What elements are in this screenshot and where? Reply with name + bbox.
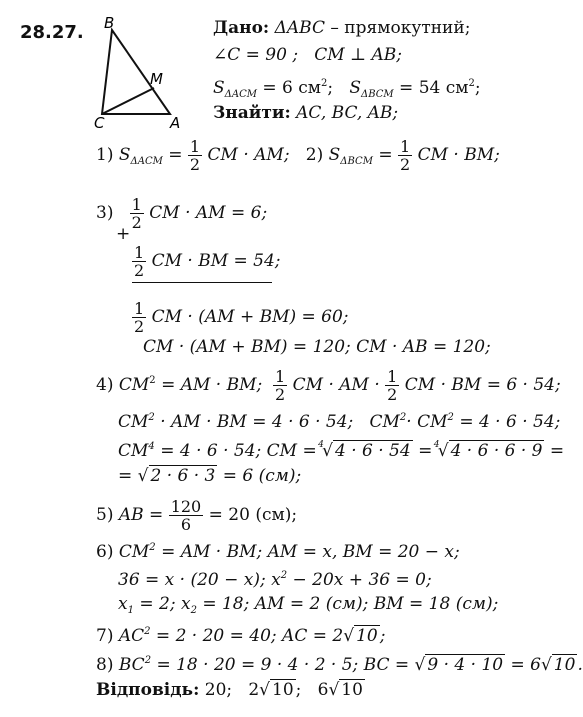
fraction-half [398,138,412,173]
step-2-rhs: CM · BM; [417,145,500,165]
vertex-label-a: A [170,114,181,132]
sup-2: 2 [149,375,156,386]
frac-den: 2 [275,385,286,404]
sup-2: 2 [148,412,155,423]
area-bcm-value: = 54 см [393,78,469,98]
area-sub-bcm: ΔBCM [340,156,373,167]
step-5-lhs: AB = [118,505,164,525]
fraction-120-6 [169,498,204,533]
radicand: 2 · 6 · 3 [150,466,216,486]
given-line-2 [213,45,402,65]
cm-symbol: CM [118,412,149,432]
step-4-line-b [118,408,560,432]
equals: = [162,145,183,165]
step-number: 8) [96,655,114,675]
step-3c: CM · (AM + BM) = 60; [151,307,349,327]
step-3-line-c [132,300,349,335]
given-type: – прямокутний; [324,18,471,38]
given-angle: ∠C = 90 ; [213,45,299,65]
find-items: AC, BC, AB; [296,103,399,123]
answer-2: 2 [248,680,260,700]
sup-2: 2 [447,412,454,423]
radicand: 4 · 6 · 6 · 9 [450,441,543,461]
frac-num: 1 [134,243,145,262]
frac-den: 6 [180,515,192,534]
frac-num: 1 [387,367,398,386]
fraction-half [132,244,146,279]
step-6-line-b [118,566,432,590]
square-root: √ 2 · 6 · 3 [137,466,216,486]
cm-symbol: CM [118,542,150,562]
step-number: 4) [96,375,114,395]
frac-den: 2 [189,155,201,174]
answer-line: Відповідь: 20; 2√ 10 ; 6√ 10 [96,680,363,700]
frac-den: 2 [134,261,145,280]
frac-num: 1 [400,137,411,156]
cm-symbol: CM [118,375,150,395]
answer-1: 20; [204,680,233,700]
step-6c2: = 18; AM = 2 (см); BM = 18 (см); [196,594,499,614]
answer-3: 6 [317,680,329,700]
step-6a: = AM · BM; AM = x, BM = 20 − x; [161,542,460,562]
square-root: √ 10 [328,680,363,700]
area-sub-acm: ΔACM [130,156,163,167]
step-3a: CM · AM = 6; [149,203,268,223]
triangle-figure [92,14,182,132]
fraction-half [132,300,146,335]
root-index: 4 [433,440,440,450]
radicand: 9 · 4 · 10 [427,655,504,675]
find-line [213,103,398,123]
cm-symbol: CM [118,441,149,461]
frac-den: 2 [387,385,398,404]
answer-label: Відповідь: [96,680,200,700]
frac-num: 1 [275,367,286,386]
square-root: √ 9 · 4 · 10 [414,655,504,675]
step-5 [96,498,297,533]
given-triangle: ΔABC [274,18,325,38]
given-label: Дано: [213,18,270,38]
sum-rule [132,282,272,283]
sup-2: 2 [144,626,151,637]
step-number: 7) [96,626,114,646]
given-line-1 [213,18,470,38]
frac-den: 2 [400,155,411,174]
frac-num: 1 [131,195,142,214]
fourth-root: 4 √ 4 · 6 · 6 · 9 [438,441,545,461]
area-symbol: S [349,78,361,98]
fraction-half [273,368,287,403]
step-4b3: = 4 · 6 · 54; [459,412,561,432]
step-number: 6) [96,542,114,562]
step-4b: · AM · BM = 4 · 6 · 54; [160,412,354,432]
radicand: 10 [341,680,363,700]
sup-2: 2 [280,570,288,581]
step-8b: = 18 · 20 = 9 · 4 · 2 · 5; BC = [151,655,410,675]
given-line-3: $S_{\Delta ACM} = 6$ $см^2$; $S_{\Delta BCM} = 54$ $см^2$; [213,78,481,100]
step-3b: CM · BM = 54; [151,251,281,271]
vertex-label-b: B [104,14,115,32]
radicand: 10 [356,626,378,646]
step-1-rhs: CM · AM; [207,145,290,165]
fraction-half [130,196,144,231]
area-sub-acm: ΔACM [224,89,257,100]
step-4-line-d: = √ 2 · 6 · 3 = 6 (см); [118,466,302,486]
area-symbol: S [118,145,131,165]
find-label: Знайти: [213,103,291,123]
fourth-root: 4 √ 4 · 6 · 54 [322,441,413,461]
sup-2: 2 [144,655,152,666]
frac-den: 2 [134,317,145,336]
step-7b: = 2 · 20 = 40; AC = 2 [150,626,344,646]
step-4a2: CM · AM · [292,375,380,395]
frac-num: 120 [170,497,202,516]
frac-num: 1 [134,299,145,318]
step-8a: BC [118,655,145,675]
area-acm-value: = 6 см [257,78,322,98]
sup-4: 4 [148,441,155,452]
sup-2: 2 [399,412,407,423]
step-4c: = 4 · 6 · 54; CM = [160,441,317,461]
root-index: 4 [318,440,324,450]
step-8-eq: = 6 [505,655,541,675]
equals: = [549,441,565,461]
step-4-line-c [118,437,564,461]
step-4d-end: = 6 (см); [222,466,302,486]
altitude-cm [102,88,154,114]
step-4b2: · CM [406,412,448,432]
sup-2: 2 [468,78,475,89]
step-number: 2) [305,145,324,165]
step-4a3: CM · BM = 6 · 54; [404,375,561,395]
step-1-2 [96,138,500,173]
step-3-plus: + [116,224,131,244]
step-3-line-d: CM · (AM + BM) = 120; CM · AB = 120; [143,337,491,357]
step-3-line-b [132,244,281,279]
sub-2: 2 [190,605,197,616]
step-number: 3) [96,203,114,223]
given-perp: CM ⊥ AB; [314,45,403,65]
step-number: 1) [96,145,114,165]
square-root: √ 10 [259,680,294,700]
step-6-line-c: $x_1 = 2$; $x_2 = 18$; AM = 2 (см); BM = 18 (см); [118,594,499,616]
step-6b: 36 = x · (20 − x); x [118,570,281,590]
fraction-half [188,138,202,173]
problem-number: 28.27. [20,22,84,43]
vertex-label-c: C [94,114,105,132]
frac-num: 1 [189,137,201,156]
equals: = [372,145,393,165]
radicand: 10 [553,655,576,675]
step-5-rhs: = 20 (см); [208,505,298,525]
sup-2: 2 [321,78,328,89]
step-7: 7) $AC^2 = 2 \cdot 20 = 40$; AC = 2√ 10 ; [96,626,386,646]
area-symbol: S [328,145,341,165]
fraction-half [385,368,399,403]
sup-2: 2 [149,542,156,553]
step-6-line-a [96,538,460,562]
frac-den: 2 [131,213,142,232]
step-6b2: − 20x + 36 = 0; [287,570,432,590]
step-4-line-a [96,368,561,403]
square-root: √ 10 [343,626,378,646]
step-number: 5) [96,505,114,525]
sub-1: 1 [127,605,134,616]
point-label-m: M [150,70,163,88]
step-7a: AC [118,626,145,646]
cm-symbol: CM [369,412,400,432]
step-4a: = AM · BM; [161,375,263,395]
step-8: 8) $BC^2 = 18 \cdot 20 = 9 \cdot 4 \cdot 2 \cdot 5$; BC = √ 9 · 4 · 10 = 6√ 10 . [96,655,583,675]
step-6c1: = 2; x [133,594,191,614]
area-symbol: S [213,78,225,98]
radicand: 10 [272,680,294,700]
area-sub-bcm: ΔBCM [361,89,394,100]
square-root: √ 10 [540,655,576,675]
equals: = [418,441,433,461]
radicand: 4 · 6 · 54 [334,441,411,461]
